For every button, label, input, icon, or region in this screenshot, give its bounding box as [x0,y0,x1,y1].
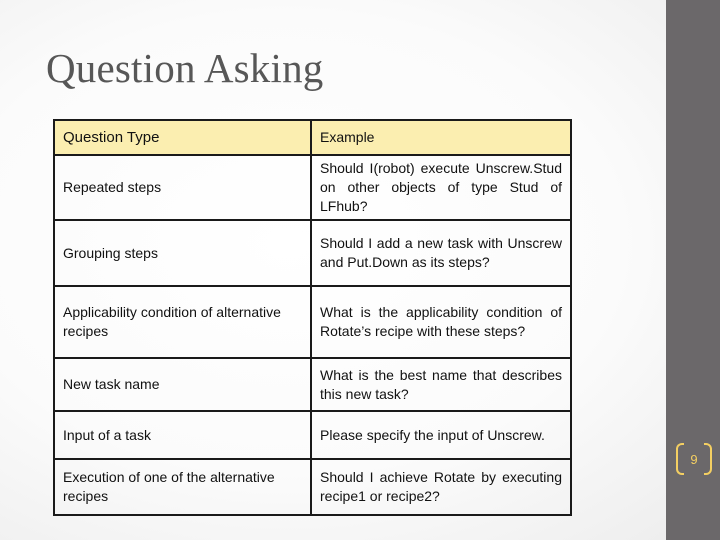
question-type-cell: Execution of one of the alternative recipes [54,459,311,515]
header-example: Example [311,120,571,155]
question-type-cell: Applicability condition of alternative recipes [54,286,311,358]
page-number [676,443,712,477]
table-header-row [54,120,571,155]
question-type-cell: New task name [54,358,311,411]
example-cell: Please specify the input of Unscrew. [311,411,571,459]
page-number-text: 9 [690,452,698,467]
example-cell: Should I achieve Rotate by executing recipe1 or recipe2? [311,459,571,515]
example-cell: What is the applicability condition of Rotate’s recipe with these steps? [311,286,571,358]
question-type-cell: Input of a task [54,411,311,459]
example-cell: What is the best name that describes this new task? [311,358,571,411]
question-type-cell: Repeated steps [54,155,311,220]
question-type-cell: Grouping steps [54,220,311,286]
table-row [54,286,571,358]
right-bracket-icon [704,443,712,475]
table-row [54,358,571,411]
header-question-type: Question Type [54,120,311,155]
table-row [54,411,571,459]
slide-title: Question Asking [46,45,324,91]
question-types-table [53,119,572,516]
example-cell: Should I add a new task with Unscrew and Put.Down as its steps? [311,220,571,286]
table-row [54,220,571,286]
table-row [54,459,571,515]
example-cell: Should I(robot) execute Unscrew.Stud on other objects of type Stud of LFhub? [311,155,571,220]
table-row [54,155,571,220]
